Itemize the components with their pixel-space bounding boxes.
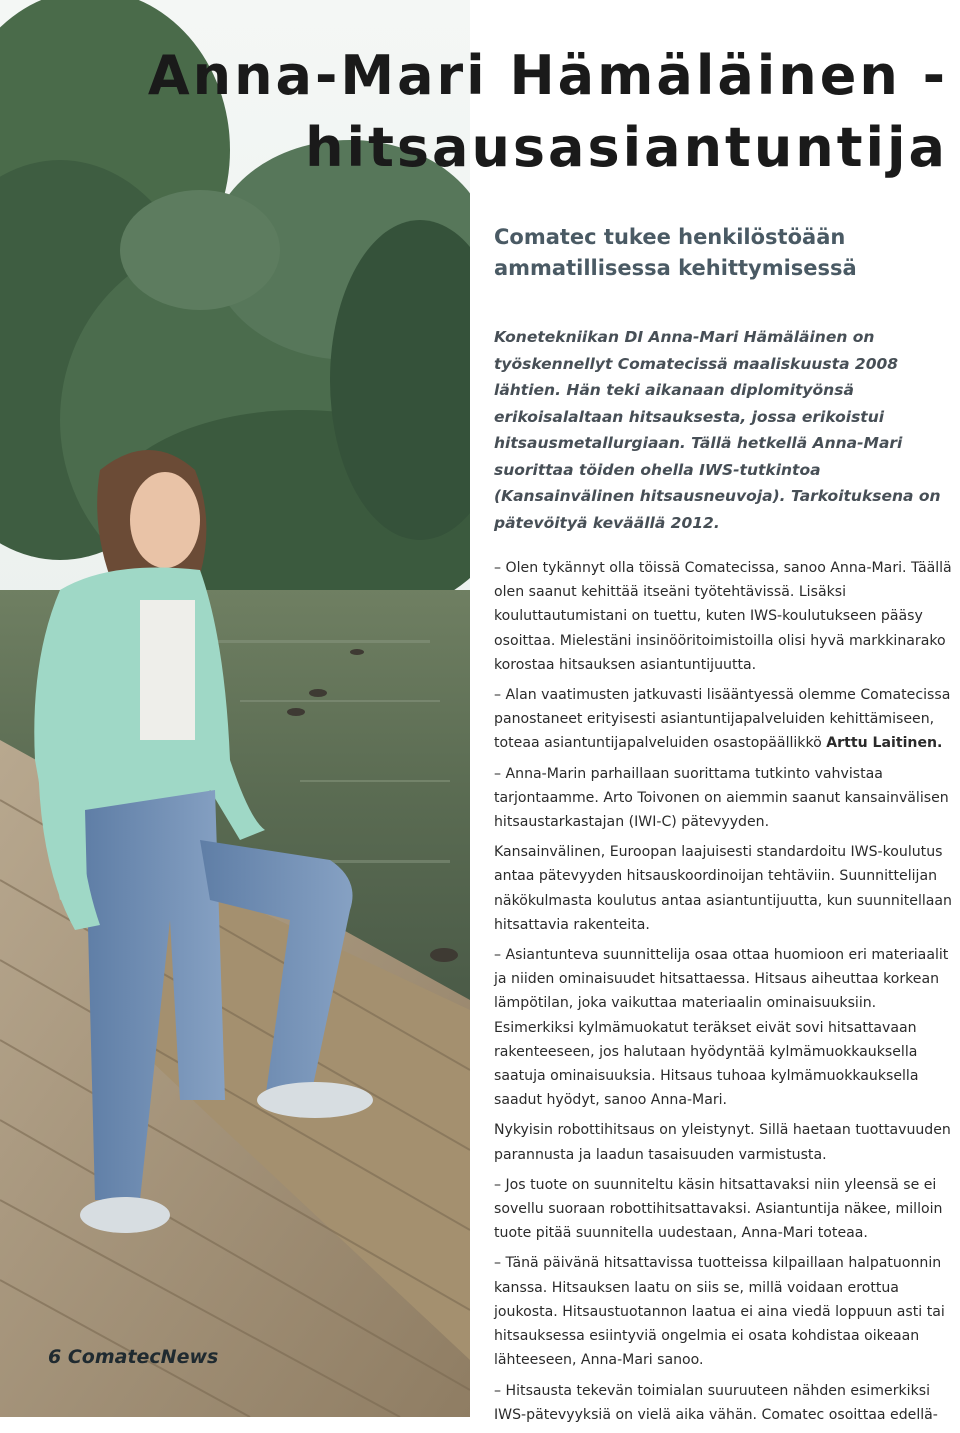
page-footer: 6 ComatecNews — [48, 1346, 219, 1368]
article-title — [128, 40, 948, 184]
title-line-2: hitsausasiantuntija — [305, 116, 948, 179]
paragraph-5: – Asiantunteva suunnittelija osaa ottaa huomioon eri materiaalit ja niiden ominaisuudet hitsattaessa. Hitsaus aiheuttaa korkean lämpötilan, joka vaikuttaa materiaalin ominaisuuksiin. Esimerkiksi kylmämuokatut teräkset eivät sovi hitsattavaan rakenteeseen, jos halutaan hyödyntää kylmämuokkauksella saatuja ominaisuuksia. Hitsaus tuhoaa kylmämuokkauksella saadut hyödyt, sanoo Anna-Mari. — [494, 947, 949, 1109]
article-photo — [0, 0, 470, 1417]
paragraph-7: – Jos tuote on suunniteltu käsin hitsattavaksi niin yleensä se ei sovellu suoraan robottihitsattavaksi. Asiantuntija näkee, milloin tuote pitää suunnitella uudestaan, Anna-Mari toteaa. — [494, 1176, 943, 1242]
paragraph-4: Kansainvälinen, Euroopan laajuisesti standardoitu IWS-koulutus antaa pätevyyden hitsauskoordinoijan tehtäviin. Suunnittelijan näkökulmasta koulutus antaa asiantuntijuutta, kun suunnitellaan hitsattavia rakenteita. — [494, 844, 952, 933]
paragraph-8: – Tänä päivänä hitsattavissa tuotteissa kilpaillaan halpatuonnin kanssa. Hitsauksen laatu on siis se, millä voidaan erottua joukosta. Hitsaustuotannon laatua ei aina viedä loppuun asti tai hitsauksessa esiintyviä ongelmia ei osata kohdistaa oikeaan lähteeseen, Anna-Mari sanoo. — [494, 1255, 945, 1369]
bold-person-name: Arttu Laitinen. — [826, 735, 943, 752]
paragraph-2-text: – Alan vaatimusten jatkuvasti lisääntyessä olemme Comatecissa panostaneet erityisesti asiantuntijapalveluiden kehittämiseen, toteaa asiantuntijapalveluiden osastopäällikkö — [494, 687, 951, 752]
paragraph-1: – Olen tykännyt olla töissä Comatecissa, sanoo Anna-Mari. Täällä olen saanut kehittää itseäni työtehtävissä. Lisäksi kouluttautumistani on tuettu, kuten IWS-koulutukseen pääsy osoittaa. Mielestäni insinööritoimistoilla olisi hyvä markkinarako korostaa hitsauksen asiantuntijuutta. — [494, 560, 952, 673]
paragraph-6: Nykyisin robottihitsaus on yleistynyt. Sillä haetaan tuottavuuden parannusta ja laadun tasaisuuden varmistusta. — [494, 1122, 951, 1163]
article-subtitle: Comatec tukee henkilöstöään ammatillisessa kehittymisessä — [494, 225, 857, 280]
article-body — [494, 222, 954, 1433]
article-lead: Konetekniikan DI Anna-Mari Hämäläinen on työskennellyt Comatecissä maaliskuusta 2008 lähtien. Hän teki aikanaan diplomityönsä erikoisalaltaan hitsauksesta, jossa erikoistui hitsausmetallurgiaan. Tällä hetkellä Anna-Mari suorittaa töiden ohella IWS-tutkintoa (Kansainvälinen hitsausneuvoja). Tarkoituksena on pätevöityä keväällä 2012. — [494, 328, 941, 532]
paragraph-9: – Hitsausta tekevän toimialan suuruuteen nähden esimerkiksi IWS-pätevyyksiä on vielä aika vähän. Comatec osoittaa edellä- — [494, 1382, 938, 1423]
paragraph-3: – Anna-Marin parhaillaan suorittama tutkinto vahvistaa tarjontaamme. Arto Toivonen on aiemmin saanut kansainvälisen hitsaustarkastajan (IWI-C) pätevyyden. — [494, 765, 949, 831]
title-line-1: Anna-Mari Hämäläinen - — [147, 44, 948, 107]
paragraph-2 — [494, 683, 954, 756]
